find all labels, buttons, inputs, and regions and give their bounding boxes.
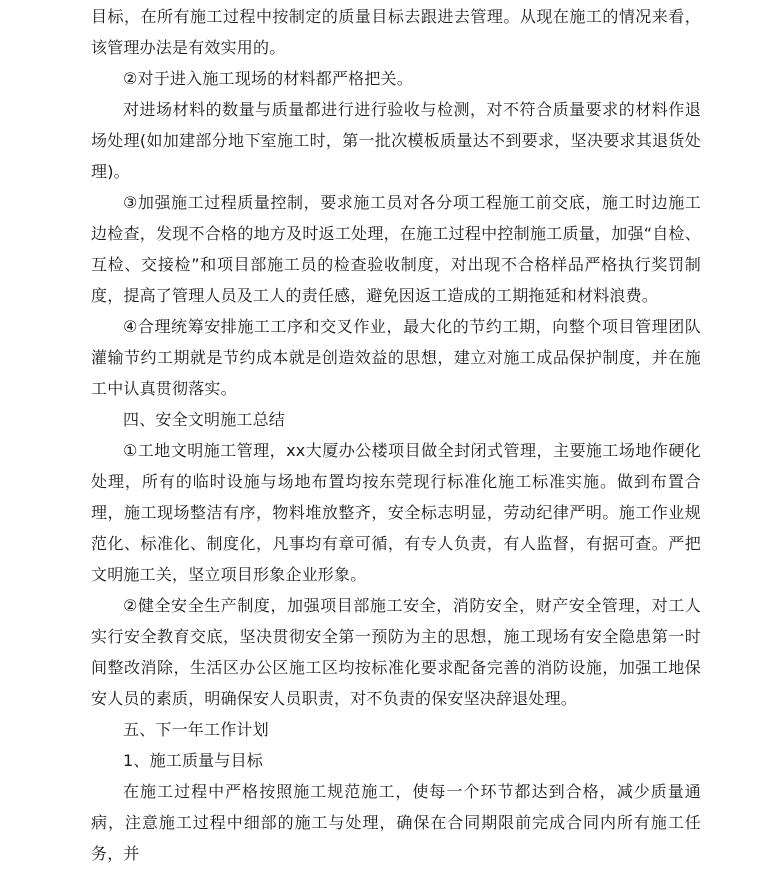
paragraph-quality-plan: 在施工过程中严格按照施工规范施工，使每一个环节都达到合格，减少质量通病，注意施工过程中细部的施工与处理，确保在合同期限前完成合同内所有施工任务，并 bbox=[91, 782, 701, 863]
paragraph-quality-goal-end: 目标，在所有施工过程中按制定的质量目标去跟进去管理。从现在施工的情况来看，该管理办法是有效实用的。 bbox=[91, 7, 701, 57]
paragraph-schedule-planning: ④合理统筹安排施工工序和交叉作业，最大化的节约工期，向整个项目管理团队灌输节约工期就是节约成本就是创造效益的思想，建立对施工成品保护制度，并在施工中认真贯彻落实。 bbox=[91, 317, 701, 398]
paragraph-process-quality-control: ③加强施工过程质量控制，要求施工员对各分项工程施工前交底，施工时边施工边检查，发现不合格的地方及时返工处理，在施工过程中控制施工质量，加强“自检、互检、交接检”和项目部施工员的检查验收制度，对出现不合格样品严格执行奖罚制度，提高了管理人员及工人的责任感，避免因返工造成的工期拖延和材料浪费。 bbox=[91, 193, 701, 305]
document-body bbox=[91, 1, 701, 869]
paragraph-material-control-heading: ②对于进入施工现场的材料都严格把关。 bbox=[123, 69, 413, 88]
subheading-quality-and-goals: 1、施工质量与目标 bbox=[123, 751, 263, 770]
paragraph-civilized-construction: ①工地文明施工管理，xx大厦办公楼项目做全封闭式管理，主要施工场地作硬化处理，所有的临时设施与场地布置均按东莞现行标准化施工标准实施。做到布置合理，施工现场整洁有序，物料堆放整齐，安全标志明显，劳动纪律严明。施工作业规范化、标准化、制度化，凡事均有章可循，有专人负责，有人监督，有据可查。严把文明施工关，坚立项目形象企业形象。 bbox=[91, 441, 701, 584]
section-heading-safety-summary: 四、安全文明施工总结 bbox=[123, 410, 286, 429]
section-heading-next-year-plan: 五、下一年工作计划 bbox=[123, 720, 269, 739]
paragraph-material-inspection: 对进场材料的数量与质量都进行进行验收与检测，对不符合质量要求的材料作退场处理(如加建部分地下室施工时，第一批次模板质量达不到要求，坚决要求其退货处理)。 bbox=[91, 100, 701, 181]
paragraph-safety-system: ②健全安全生产制度，加强项目部施工安全，消防安全，财产安全管理，对工人实行安全教育交底，坚决贯彻安全第一预防为主的思想，施工现场有安全隐患第一时间整改消除，生活区办公区施工区均按标准化要求配备完善的消防设施，加强工地保安人员的素质，明确保安人员职责，对不负责的保安坚决辞退处理。 bbox=[91, 596, 701, 708]
